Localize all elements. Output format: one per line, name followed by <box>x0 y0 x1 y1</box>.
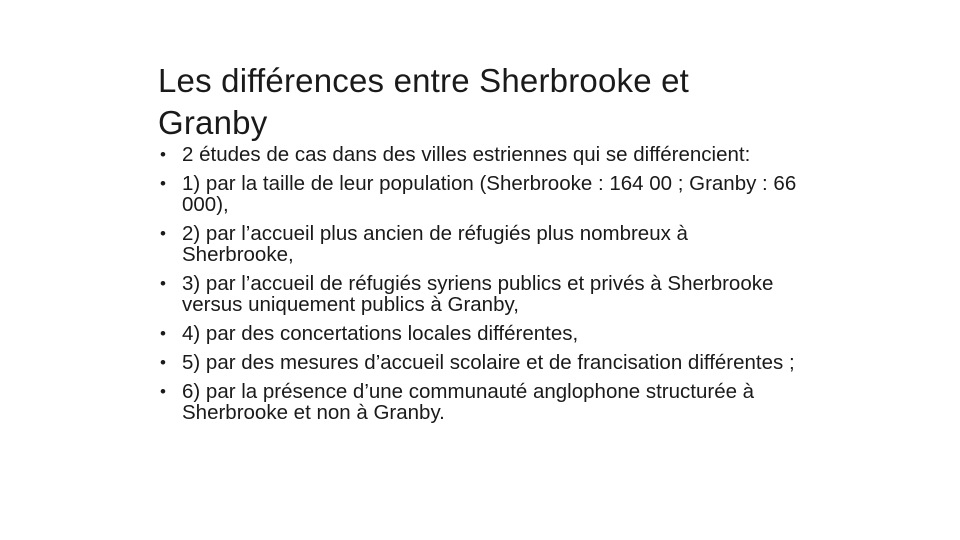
bullet-dot-icon: • <box>160 145 166 164</box>
bullet-text: 5) par des mesures d’accueil scolaire et de francisation différentes ; <box>182 351 795 374</box>
bullet-text: 3) par l’accueil de réfugiés syriens publics et privés à Sherbrooke versus uniquement publics à Granby, <box>182 272 774 316</box>
bullet-dot-icon: • <box>160 324 166 343</box>
bullet-item <box>158 381 798 423</box>
bullet-list <box>158 144 798 431</box>
slide-title: Les différences entre Sherbrooke et Granby <box>158 62 690 141</box>
bullet-item <box>158 352 798 373</box>
bullet-item <box>158 223 798 265</box>
bullet-item <box>158 173 798 215</box>
bullet-dot-icon: • <box>160 224 166 243</box>
bullet-dot-icon: • <box>160 353 166 372</box>
bullet-text: 2) par l’accueil plus ancien de réfugiés plus nombreux à Sherbrooke, <box>182 222 688 266</box>
bullet-item <box>158 273 798 315</box>
bullet-dot-icon: • <box>160 174 166 193</box>
bullet-item <box>158 323 798 344</box>
bullet-dot-icon: • <box>160 382 166 401</box>
bullet-item <box>158 144 798 165</box>
bullet-text: 6) par la présence d’une communauté anglophone structurée à Sherbrooke et non à Granby. <box>182 380 755 424</box>
bullet-text: 4) par des concertations locales différentes, <box>182 322 579 345</box>
bullet-dot-icon: • <box>160 274 166 293</box>
bullet-text: 1) par la taille de leur population (Sherbrooke : 164 00 ; Granby : 66 000), <box>182 172 797 216</box>
bullet-text: 2 études de cas dans des villes estriennes qui se différencient: <box>182 143 751 166</box>
